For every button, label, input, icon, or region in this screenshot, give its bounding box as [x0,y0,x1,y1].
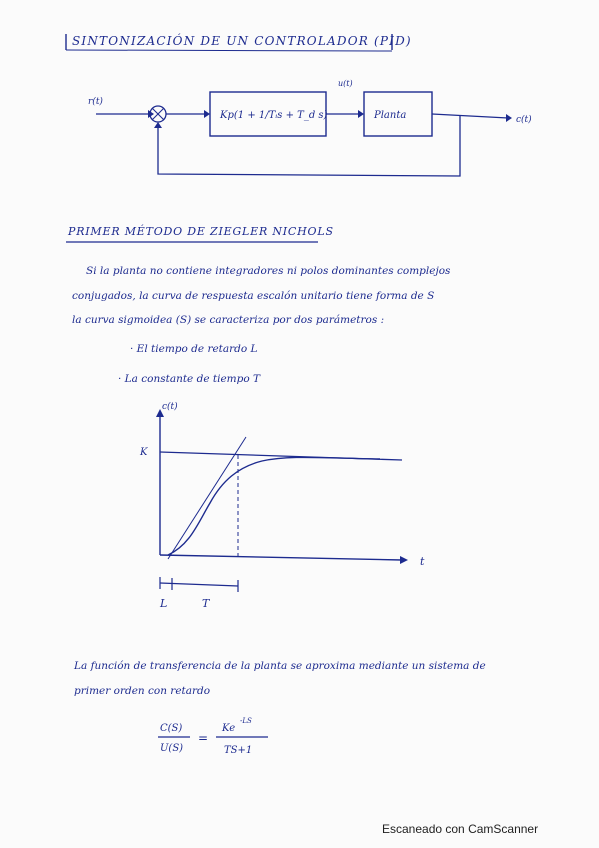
x-axis [160,555,402,560]
paragraph-line-2: conjugados, la curva de respuesta escalón unitario tiene forma de S [72,290,435,302]
transfer-function-formula [150,715,290,765]
transfer-line-2: primer orden con retardo [74,685,211,697]
graph-y-label: c(t) [162,402,178,412]
input-label: r(t) [88,97,103,107]
bullet-time-constant: · La constante de tiempo T [118,373,261,385]
paragraph-line-1: Si la planta no contiene integradores ni polos dominantes complejos [86,265,451,277]
bullet-delay-time: · El tiempo de retardo L [130,343,258,355]
formula-rhs-den: TS+1 [224,745,253,756]
formula-lhs-num: C(S) [160,723,183,734]
graph-k-label: K [140,447,148,458]
block-diagram [0,70,599,190]
plant-label: Planta [374,110,407,121]
graph-T-label: T [202,597,210,610]
tangent-line [168,437,246,559]
page-title: SINTONIZACIÓN DE UN CONTROLADOR (PID) [72,34,412,48]
control-signal-label: u(t) [338,79,353,88]
controller-label: Kp(1 + 1/Tᵢs + T_d s) [220,110,328,121]
formula-rhs-exp: -LS [240,717,252,725]
formula-equals: = [198,731,209,745]
output-label: c(t) [516,115,532,125]
step-response-graph [0,395,599,615]
graph-t-label: t [420,555,425,568]
scanner-watermark: Escaneado con CamScanner [382,822,539,836]
formula-rhs-num: Ke [222,723,236,734]
transfer-line-1: La función de transferencia de la planta se aproxima mediante un sistema de [74,660,486,672]
paragraph-line-3: la curva sigmoidea (S) se caracteriza por dos parámetros : [72,314,385,326]
feedback-path [158,116,460,176]
section-heading: PRIMER MÉTODO DE ZIEGLER NICHOLS [68,225,334,238]
formula-lhs-den: U(S) [160,743,184,754]
heading-underline [66,240,320,244]
s-curve [168,457,380,555]
graph-L-label: L [160,597,168,610]
